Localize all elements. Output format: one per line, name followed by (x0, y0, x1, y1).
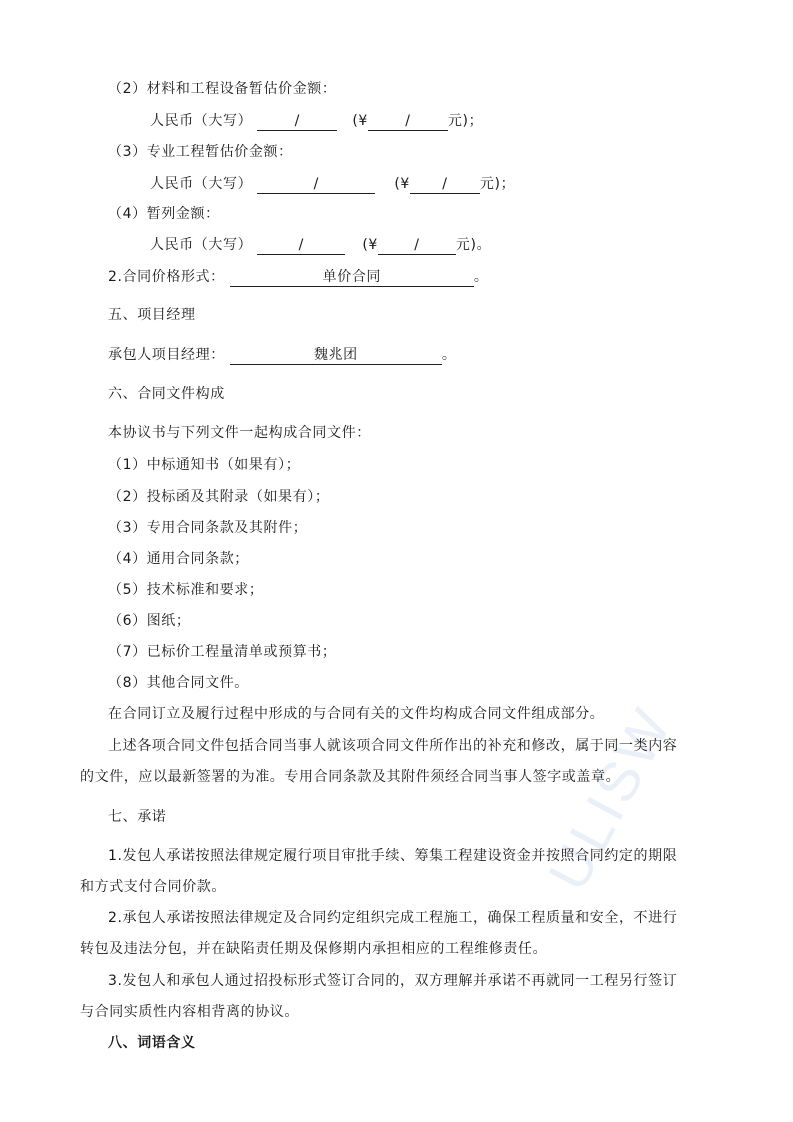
rmb-label: 人民币（大写） (150, 176, 253, 192)
project-manager-end: 。 (441, 347, 457, 363)
yen-open: (¥ (352, 113, 368, 129)
section-7-title: 七、承诺 (108, 809, 167, 825)
project-manager-line (108, 345, 456, 365)
contract-docs-paragraph-2-line-1: 上述各项合同文件包括合同当事人就该项合同文件所作出的补充和修改，属于同一类内容 (108, 738, 678, 754)
rmb-label: 人民币（大写） (150, 237, 253, 253)
commitment-1-line-2: 和方式支付合同价款。 (80, 879, 226, 895)
yuan-close: 元)。 (455, 237, 492, 253)
contract-doc-item: （7）已标价工程量清单或预算书； (108, 644, 337, 660)
contract-docs-paragraph-2-line-2: 的文件，应以最新签署的为准。专用合同条款及其附件须经合同当事人签字或盖章。 (80, 769, 621, 785)
amount-in-figures-blank: / (410, 175, 480, 194)
specialty-amount-line (150, 174, 515, 194)
price-form-value: 单价合同 (230, 268, 474, 287)
contract-doc-item: （2）投标函及其附录（如果有）； (108, 489, 330, 505)
materials-estimate-title: （2）材料和工程设备暂估价金额： (108, 81, 337, 97)
commitment-2-line-2: 转包及违法分包，并在缺陷责任期及保修期内承担相应的工程维修责任。 (80, 941, 548, 957)
contract-doc-item: （6）图纸； (108, 613, 191, 629)
contract-doc-item: （1）中标通知书（如果有）； (108, 457, 301, 473)
section-8-title: 八、词语含义 (108, 1035, 196, 1051)
commitment-3-line-1: 3.发包人和承包人通过招投标形式签订合同的，双方理解并承诺不再就同一工程另行签订 (108, 973, 678, 989)
price-form-line (108, 267, 488, 287)
materials-amount-line (150, 111, 483, 131)
price-form-end: 。 (473, 269, 489, 285)
commitment-3-line-2: 与合同实质性内容相背离的协议。 (80, 1004, 299, 1020)
yen-open: (¥ (394, 176, 410, 192)
price-form-label: 2.合同价格形式： (108, 269, 225, 285)
yuan-close: 元)； (479, 176, 516, 192)
section-5-title: 五、项目经理 (108, 307, 196, 323)
contract-doc-item: （4）通用合同条款； (108, 551, 249, 567)
reserve-amount-line (150, 235, 491, 255)
specialty-estimate-title: （3）专业工程暂估价金额： (108, 144, 293, 160)
amount-in-figures-blank: / (368, 112, 448, 131)
amount-in-words-blank: / (257, 236, 345, 255)
project-manager-label: 承包人项目经理： (108, 347, 225, 363)
amount-in-words-blank: / (257, 175, 375, 194)
contract-doc-item: （3）专用合同条款及其附件； (108, 520, 308, 536)
amount-in-figures-blank: / (378, 236, 456, 255)
contract-doc-item: （5）技术标准和要求； (108, 582, 264, 598)
commitment-1-line-1: 1.发包人承诺按照法律规定履行项目审批手续、筹集工程建设资金并按照合同约定的期限 (108, 848, 678, 864)
amount-in-words-blank: / (257, 112, 337, 131)
watermark: ULISW (535, 696, 685, 901)
contract-doc-item: （8）其他合同文件。 (108, 675, 249, 691)
commitment-2-line-1: 2.承包人承诺按照法律规定及合同约定组织完成工程施工，确保工程质量和安全，不进行 (108, 910, 678, 926)
yuan-close: 元)； (447, 113, 484, 129)
section-6-title: 六、合同文件构成 (108, 386, 225, 402)
project-manager-value: 魏兆团 (230, 346, 442, 365)
rmb-label: 人民币（大写） (150, 113, 253, 129)
contract-docs-intro: 本协议书与下列文件一起构成合同文件： (108, 425, 371, 441)
contract-docs-paragraph-1: 在合同订立及履行过程中形成的与合同有关的文件均构成合同文件组成部分。 (108, 706, 605, 722)
yen-open: (¥ (362, 237, 378, 253)
reserve-amount-title: （4）暂列金额： (108, 206, 220, 222)
